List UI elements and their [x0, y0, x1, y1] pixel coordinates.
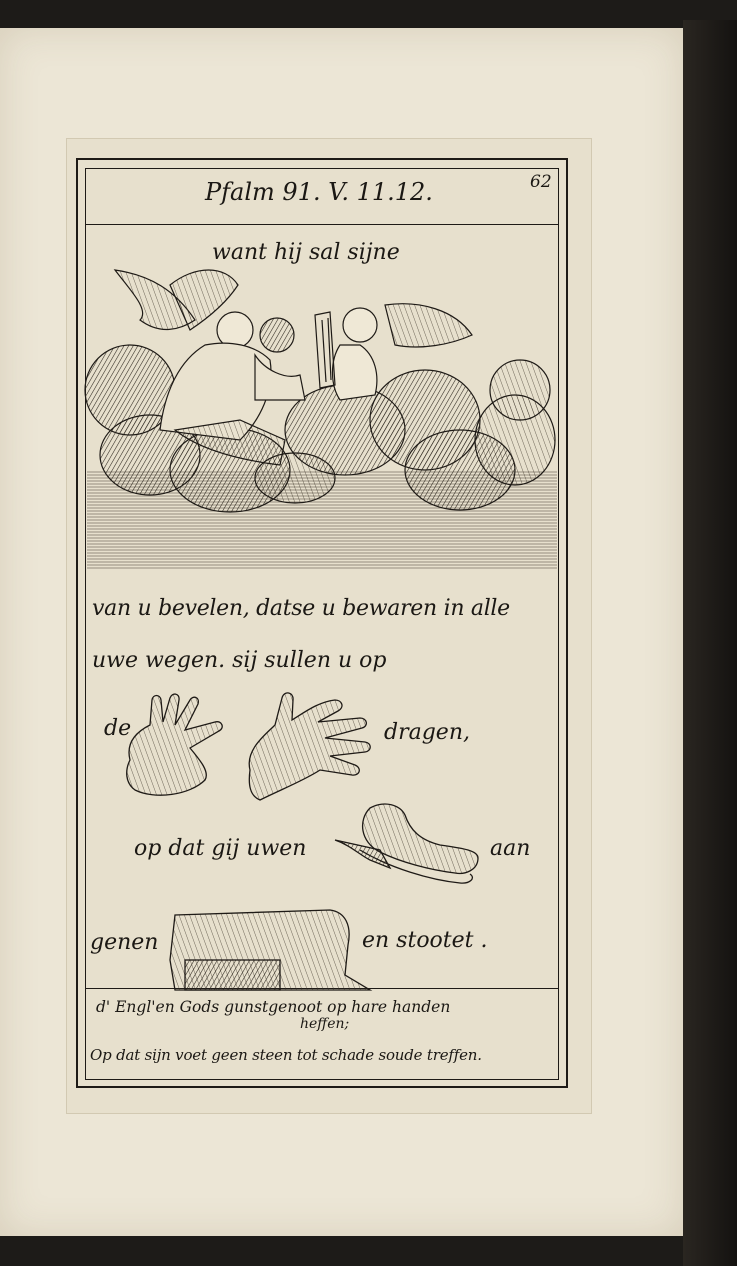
stone-picture: [170, 910, 370, 990]
angels-on-clouds-picture: [85, 270, 557, 570]
verse-line-1: d' Engl'en Gods gunstgenoot op hare handen: [96, 998, 451, 1016]
rebus-word-opdat: op dat gij uwen: [134, 836, 307, 861]
right-hand: [249, 693, 370, 800]
rebus-word-genen: genen: [90, 930, 159, 955]
rebus-word-dragen: dragen,: [384, 720, 470, 745]
verse-line-2: heffen;: [300, 1016, 350, 1032]
hands-picture: [127, 693, 371, 800]
rebus-line-3: uwe wegen. sij sullen u op: [92, 648, 387, 673]
cloud-bank: [85, 345, 555, 512]
plate-title: Pfalm 91. V. 11.12.: [205, 178, 433, 206]
page-number: 62: [530, 172, 552, 192]
rebus-word-aan: aan: [490, 836, 531, 861]
rebus-line-1: want hij sal sijne: [212, 240, 400, 265]
verse-line-3: Op dat sijn voet geen steen tot schade soude treffen.: [90, 1046, 482, 1064]
rebus-line-2: van u bevelen, datse u bewaren in alle: [92, 596, 510, 621]
harp: [315, 312, 335, 388]
left-hand: [127, 694, 223, 795]
foot-picture: [335, 804, 478, 883]
rebus-word-de: de: [104, 716, 132, 741]
rebus-word-stootet: en stootet .: [362, 928, 488, 953]
